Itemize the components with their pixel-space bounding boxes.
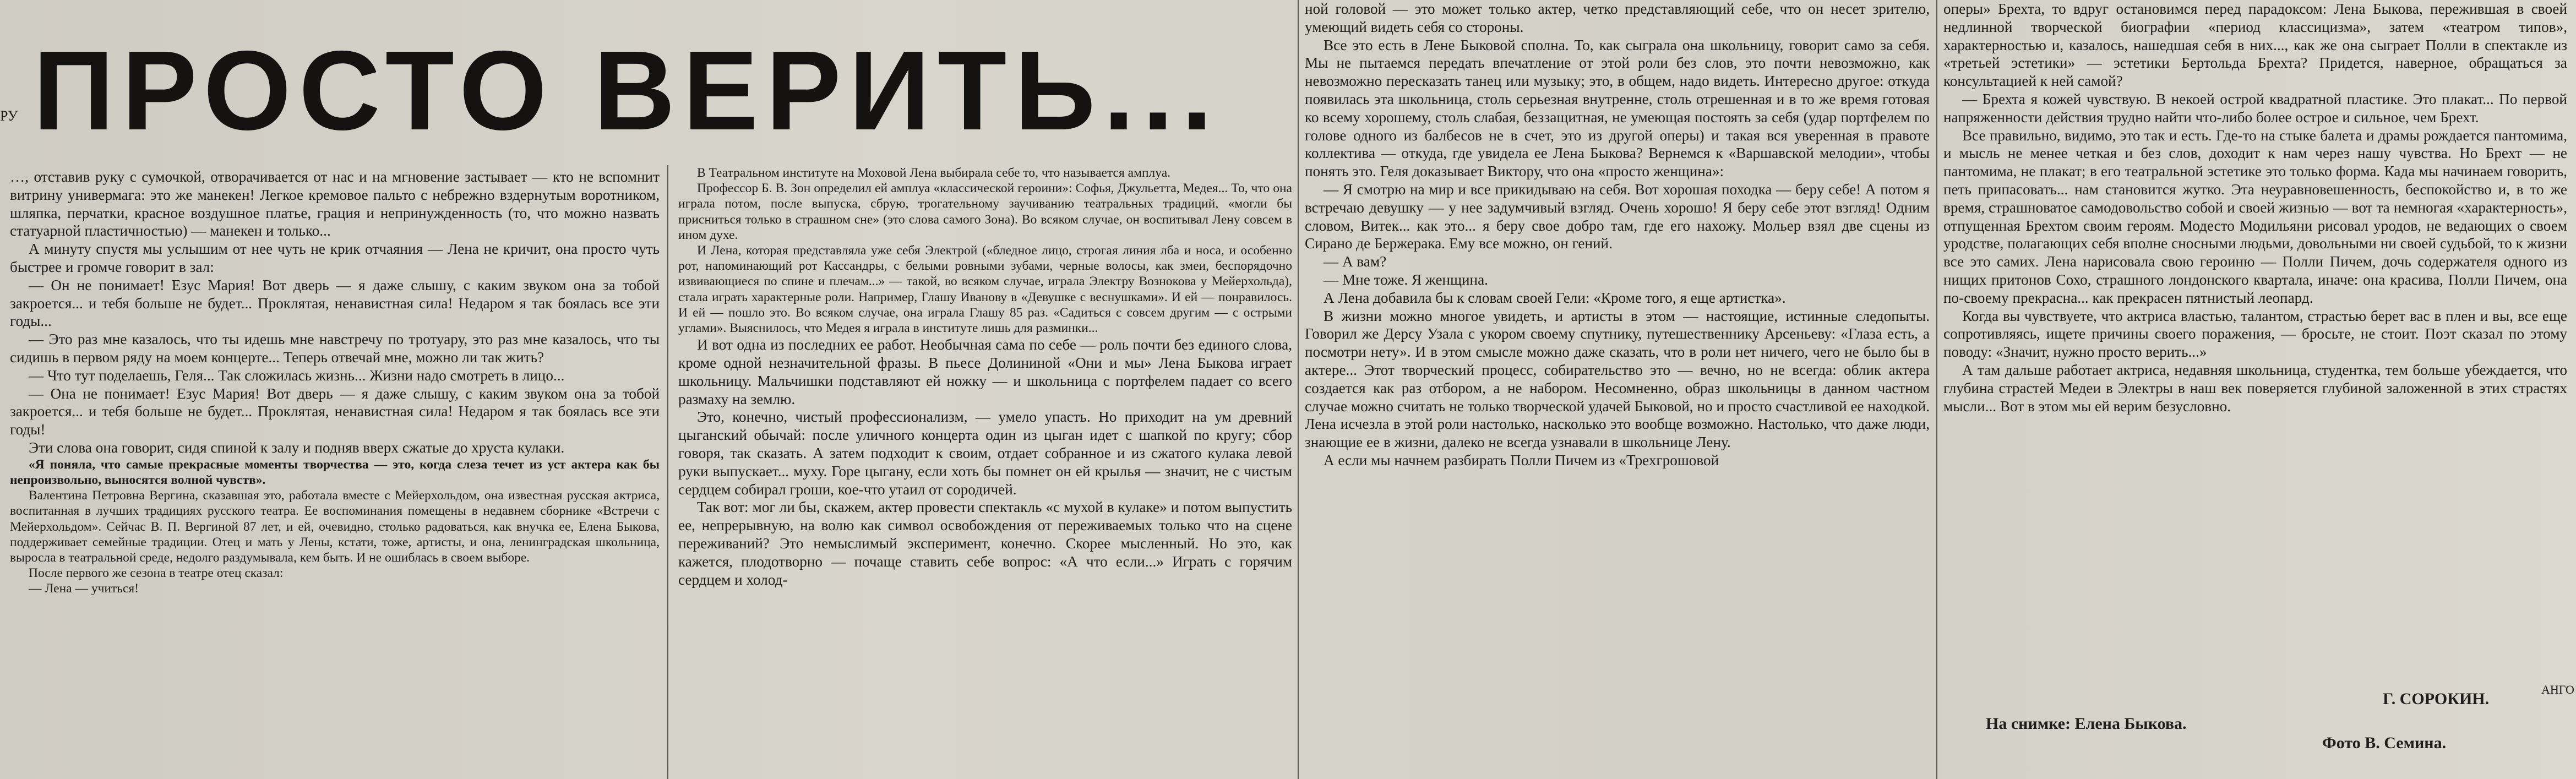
paragraph: — А вам? xyxy=(1324,253,1387,270)
paragraph: А если мы начнем разбирать Полли Пичем из «Трехгрошовой xyxy=(1324,451,1719,469)
headline: ПРОСТО ВЕРИТЬ... xyxy=(33,28,1221,154)
paragraph: Профессор Б. В. Зон определил ей амплуа «классической героини»: Софья, Джульетта, Медея... То, что она играла потом, после выпуска, сбрую, трогательному заучиванию театральных традиций, «могли бы присниться только в страшном сне» (это слова самого Зона). Во всяком случае, он воспитывал Лену совсем в ином духе. xyxy=(678,181,1292,242)
paragraph: А Лена добавила бы к словам своей Гели: «Кроме того, я еще артистка». xyxy=(1324,289,1786,306)
column-divider xyxy=(667,165,668,779)
paragraph: — Лена — учиться! xyxy=(29,581,139,596)
paragraph: — Я смотрю на мир и все прикидываю на себя. Вот хорошая походка — беру себе! А потом я встречаю девушку — у нее задумчивый взгляд. Очень хорошо! Я беру себе этот взгляд! Одним словом, Витек... как это... я беру свое добро там, где его нахожу. Мольер взял две сцены из Сирано де Бержерака. Ему все можно, он гений. xyxy=(1305,181,1930,252)
photo-credit: Фото В. Семина. xyxy=(2322,734,2447,752)
epigraph: «Я поняла, что самые прекрасные моменты творчества — это, когда слеза течет из уст актера как бы непроизвольно, выносятся волной чувств». xyxy=(10,457,660,487)
paragraph: …, отставив руку с сумочкой, отворачивается от нас и на мгновение застывает — кто не вспомнит витрину универмага: это же манекен! Легкое кремовое пальто с небрежно вздернутым воротником, шляпка, перчатки, красное воздушное платье, грация и непринужденность (то, что можно назвать статуарной пластичностью) — манекен и только... xyxy=(10,168,660,239)
article-column-2 xyxy=(678,165,1292,779)
column-divider xyxy=(1936,0,1937,779)
paragraph: Валентина Петровна Вергина, сказавшая это, работала вместе с Мейерхольдом, она известная русская актриса, воспитанная в лучших традициях русского театра. Ее воспоминания помещены в недавнем сборнике «Встречи с Мейерхольдом». Сейчас В. П. Вергиной 87 лет, и ей, очевидно, столько радоваться, как внучка ее, Елена Быкова, поддерживает семейные традиции. Отец и мать у Лены, кстати, тоже, артисты, и она, ленинградская школьница, выросла в театральной среде, недолго раздумывала, кем быть. И не ошиблась в своем выборе. xyxy=(10,488,660,565)
paragraph: Так вот: мог ли бы, скажем, актер провести спектакль «с мухой в кулаке» и потом выпустить ее, непрерывную, на волю как символ освобождения от переживаемых только что на сцене переживаний? Это немыслимый эксперимент, конечно. Скорее мысленный. Но это, как кажется, плодотворно — почаще ставить себе вопрос: «А что если...» Играть с горячим сердцем и холод- xyxy=(678,499,1292,588)
paragraph: Это, конечно, чистый профессионализм, — умело упасть. Но приходит на ум древний цыганский обычай: после уличного концерта один из цыган идет с шапкой по кругу; сбор говоря, так сказать. А затем подходит к своим, отдает собранное и из сжатого кулака левой руки выпускает... муху. Горе цыгану, если хоть бы помнет он ей крылья — значит, не с чистым сердцем собирал гроши, кое-что утаил от сородичей. xyxy=(678,408,1292,498)
paragraph: Все правильно, видимо, это так и есть. Где-то на стыке балета и драмы рождается пантомима, и мысль не менее четкая и без слов, доходит к нам через нашу чувства. Но Брехт — не пантомима, не плакат; в его театральной эстетике это только форма. Када мы начинаем говорить, петь припасовать... нам становится жутко. Эта неуравновешенность, беспокойство и, в то же время, страшноватое самодовольство собой и своей жизнью — вот та немногая «характерность», отпущенная Брехтом своим героям. Модесто Модильяни рисовал уродов, не ведающих о своем уродстве, полагающих себя вполне сносными людьми, довольными ни своей судьбой, то к жизни все это самих. Лена нарисовала свою героиню — Полли Пичем, дочь содержателя одного из нищих притонов Сохо, страшного лондонского квартала, иначе: она красива, Полли Пичем, она по-своему прекрасна... как прекрасен пятнистый леопард. xyxy=(1943,127,2567,306)
paragraph: ной головой — это может только актер, четко представляющий себе, что он несет зрителю, умеющий видеть себя со стороны. xyxy=(1305,1,1930,35)
author-signature: Г. СОРОКИН. xyxy=(2383,690,2490,708)
paragraph: оперы» Брехта, то вдруг остановимся перед парадоксом: Лена Быкова, пережившая в своей недлинной творческой биографии «период классицизма», затем «театром типов», характерностью и, казалось, нашедшая себя в них..., как же она сыграет Полли в спектакле из «третьей эстетики» — эстетики Бертольда Брехта? Придется, наверное, обращаться за консультацией к ней самой? xyxy=(1943,1,2567,90)
paragraph: После первого же сезона в театре отец сказал: xyxy=(29,566,284,581)
paragraph: Все это есть в Лене Быковой сполна. То, как сыграла она школьницу, говорит само за себя. Мы не пытаемся передать впечатление от этой роли без слов, это почти невозможно, как невозможно пересказать танец или музыку; это, в общем, надо видеть. Интересно другое: откуда появилась эта школьница, столь серьезная внутренне, столь отрешенная и в то же время готовая ко всему хорошему, столь слабая, беззащитная, не умеющая постоять за себя (удар портфелем по голове одного из балбесов не в счет, это из другой оперы) и такая вся уверенная в правоте коллектива — откуда, где увидела ее Лена Быкова? Вернемся к «Варшавской мелодии», чтобы понять это. Геля доказывает Виктору, что она «просто женщина»: xyxy=(1305,36,1930,180)
paragraph: А минуту спустя мы услышим от нее чуть не крик отчаяния — Лена не кричит, она просто чуть быстрее и громче говорит в зал: xyxy=(10,241,660,275)
paragraph: — Он не понимает! Езус Мария! Вот дверь — я даже слышу, с каким звуком она за тобой закроется... и тебя больше не будет... Проклятая, ненавистная сила! Недаром я так боялась все эти годы... xyxy=(10,276,660,330)
paragraph: И вот одна из последних ее работ. Необычная сама по себе — роль почти без единого слова, кроме одной незначительной фразы. В пьесе Долининой «Они и мы» Лена Быкова играет школьницу. Мальчишки подставляют ей ножку — и школьница с портфелем падает со всего размаху на землю. xyxy=(678,336,1292,407)
right-edge-fragment: АНГО xyxy=(2541,683,2574,696)
paragraph: — Что тут поделаешь, Геля... Так сложилась жизнь... Жизни надо смотреть в лицо... xyxy=(29,367,565,384)
paragraph: В жизни можно многое увидеть, и артисты в этом — настоящие, истинные следопыты. Говорил же Дерсу Узала с укором своему спутнику, путешественнику Арсеньеву: «Глаза есть, а посмотри нету». И в этом смысле можно даже сказать, что в роли нет ничего, чего не было бы в актере... Этот творческий процесс, собирательство это — вечно, но не всегда: облик актера создается как раз отбором, а не набором. Несомненно, образ школьницы в данном частном случае можно считать не только творческой удачей Быковой, но и просто счастливой ее находкой. Лена исчезла в этой роли настолько, насколько это вообще возможно. Настолько, что даже люди, знающие ее в жизни, далеко не всегда узнавали в школьнице Лену. xyxy=(1305,307,1930,451)
column-divider xyxy=(1298,0,1299,779)
paragraph: — Это раз мне казалось, что ты идешь мне навстречу по тротуару, это раз мне казалось, что ты сидишь в первом ряду на моем концерте... Теперь отвечай мне, можно ли так жить? xyxy=(10,331,660,366)
paragraph: — Брехта я кожей чувствую. В некоей острой квадратной пластике. Это плакат... По первой напряженности действия трудно найти что-либо более острое и сильное, чем Брехт. xyxy=(1943,90,2567,126)
paragraph: И Лена, которая представляла уже себя Электрой («бледное лицо, строгая линия лба и носа, и особенно рот, напоминающий рот Кассандры, с белыми ровными зубами, черные волосы, как змеи, беспорядочно извивающиеся по спине и плечам...» — такой, во всяком случае, играла Электру Вознокова у Мейерхольда), стала играть характерные роли. Например, Глашу Иванову в «Девушке с веснушками». И ей — понравилось. И ей — пошло это. Во всяком случае, она играла Глашу 85 раз. «Садиться с совсем другим — с острыми углами». Выяснилось, что Медея я играла в институте лишь для разминки... xyxy=(678,243,1292,336)
article-column-1 xyxy=(10,168,660,779)
left-edge-fragment: РУ xyxy=(0,108,18,124)
paragraph: — Она не понимает! Езус Мария! Вот дверь — я даже слышу, с каким звуком она за тобой закроется... и тебя больше не будет... Проклятая, ненавистная сила! Недаром я так боялась все эти годы! xyxy=(10,385,660,438)
article-column-3 xyxy=(1305,0,1930,779)
photo-caption: На снимке: Елена Быкова. xyxy=(1986,715,2187,733)
paragraph: Когда вы чувствуете, что актриса властью, талантом, страстью берет вас в плен и вы, все еще сопротивляясь, ищете причины своего поражения, — бросьте, не стоит. Поэт сказал по этому поводу: «Значит, нужно просто верить...» xyxy=(1943,307,2567,361)
paragraph: А там дальше работает актриса, недавняя школьница, студентка, тем больше убеждается, что глубина страстей Медеи в Электры в наш век поверяется глубиной заложенной в этих страстях мысли... Вот в этом мы ей верим безусловно. xyxy=(1943,361,2567,415)
paragraph: В Театральном институте на Моховой Лена выбирала себе то, что называется амплуа. xyxy=(697,166,1171,180)
paragraph: Эти слова она говорит, сидя спиной к залу и подняв вверх сжатые до хруста кулаки. xyxy=(29,439,565,456)
paragraph: — Мне тоже. Я женщина. xyxy=(1324,271,1488,288)
article-column-4 xyxy=(1943,0,2567,644)
